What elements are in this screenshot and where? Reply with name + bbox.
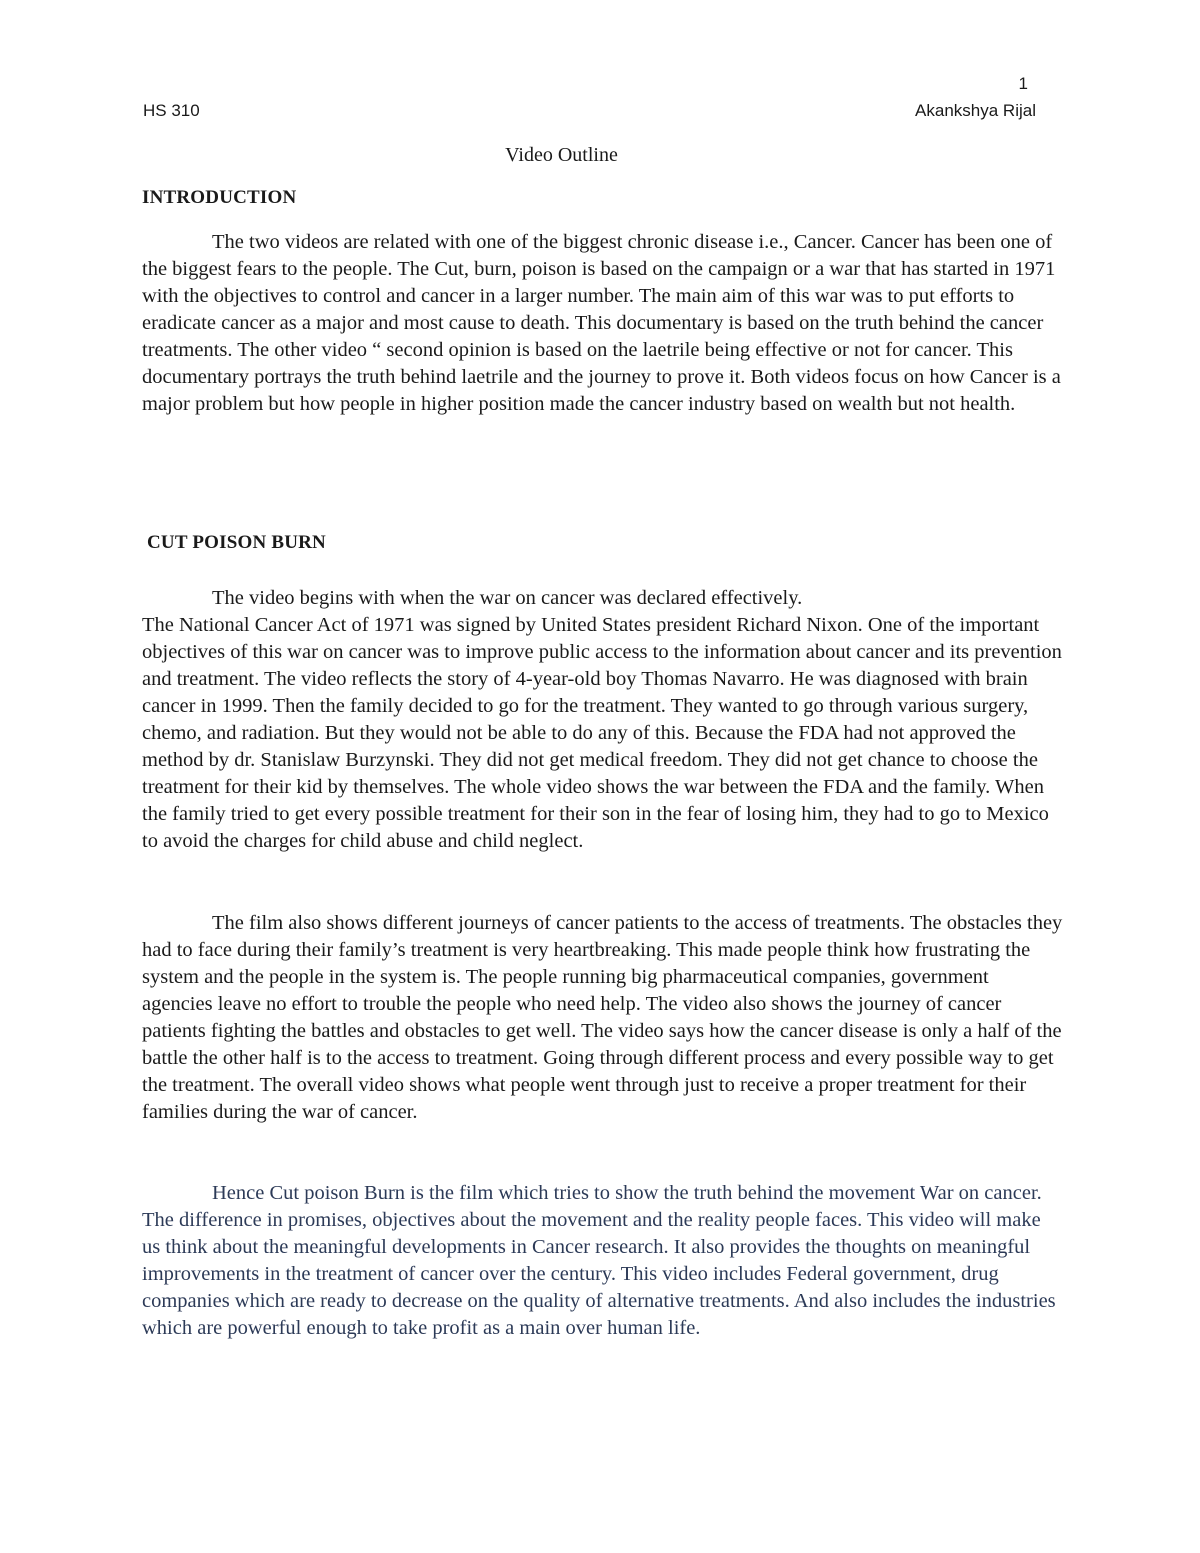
page-number: 1 [1018, 74, 1028, 93]
cut-poison-burn-heading: CUT POISON BURN [147, 532, 326, 553]
paragraph-2-text: The film also shows different journeys of cancer patients to the access of treatments. The obstacles they had to face during their family’s treatment is very heartbreaking. This made people think how frustrating the system and the people in the system is. The people running big pharmaceutical companies, government agencies leave no effort to trouble the people who need help. The video also shows the journey of cancer patients fighting the battles and obstacles to get well. The video says how the cancer disease is only a half of the battle the other half is to the access to treatment. Going through different process and every possible way to get the treatment. The overall video shows what people went through just to receive a proper treatment for their families during the war of cancer. [142, 912, 1063, 1123]
course-code: HS 310 [143, 101, 200, 120]
cut-poison-burn-paragraph-3 [142, 1180, 1064, 1342]
cut-poison-burn-paragraph-2 [142, 910, 1064, 1126]
cut-poison-burn-paragraph-1 [142, 585, 1064, 855]
paragraph-3-text: Hence Cut poison Burn is the film which tries to show the truth behind the movement War on cancer. The difference in promises, objectives about the movement and the reality people faces. This video will make us think about the meaningful developments in Cancer research. It also provides the thoughts on meaningful improvements in the treatment of cancer over the century. This video includes Federal government, drug companies which are ready to decrease on the quality of alternative treatments. And also includes the industries which are powerful enough to take profit as a main over human life. [142, 1182, 1056, 1339]
paragraph-1-body: The National Cancer Act of 1971 was signed by United States president Richard Nixon. One of the important objectives of this war on cancer was to improve public access to the information about cancer and its prevention and treatment. The video reflects the story of 4-year-old boy Thomas Navarro. He was diagnosed with brain cancer in 1999. Then the family decided to go for the treatment. They wanted to go through various surgery, chemo, and radiation. But they would not be able to do any of this. Because the FDA had not approved the method by dr. Stanislaw Burzynski. They did not get medical freedom. They did not get chance to choose the treatment for their kid by themselves. The whole video shows the war between the FDA and the family. When the family tried to get every possible treatment for their son in the fear of losing him, they had to go to Mexico to avoid the charges for child abuse and child neglect. [142, 614, 1062, 852]
introduction-heading: INTRODUCTION [142, 187, 297, 208]
introduction-paragraph [142, 229, 1064, 418]
introduction-text: The two videos are related with one of the biggest chronic disease i.e., Cancer. Cancer has been one of the biggest fears to the people. The Cut, burn, poison is based on the campaign or a war that has started in 1971 with the objectives to control and cancer in a larger number. The main aim of this war was to put efforts to eradicate cancer as a major and most cause to death. This documentary is based on the truth behind the cancer treatments. The other video “ second opinion is based on the laetrile being effective or not for cancer. This documentary portrays the truth behind laetrile and the journey to prove it. Both videos focus on how Cancer is a major problem but how people in higher position made the cancer industry based on wealth but not health. [142, 231, 1061, 415]
document-title: Video Outline [505, 144, 618, 166]
paragraph-1-first-line: The video begins with when the war on cancer was declared effectively. [212, 587, 803, 609]
author-name: Akankshya Rijal [915, 101, 1036, 120]
